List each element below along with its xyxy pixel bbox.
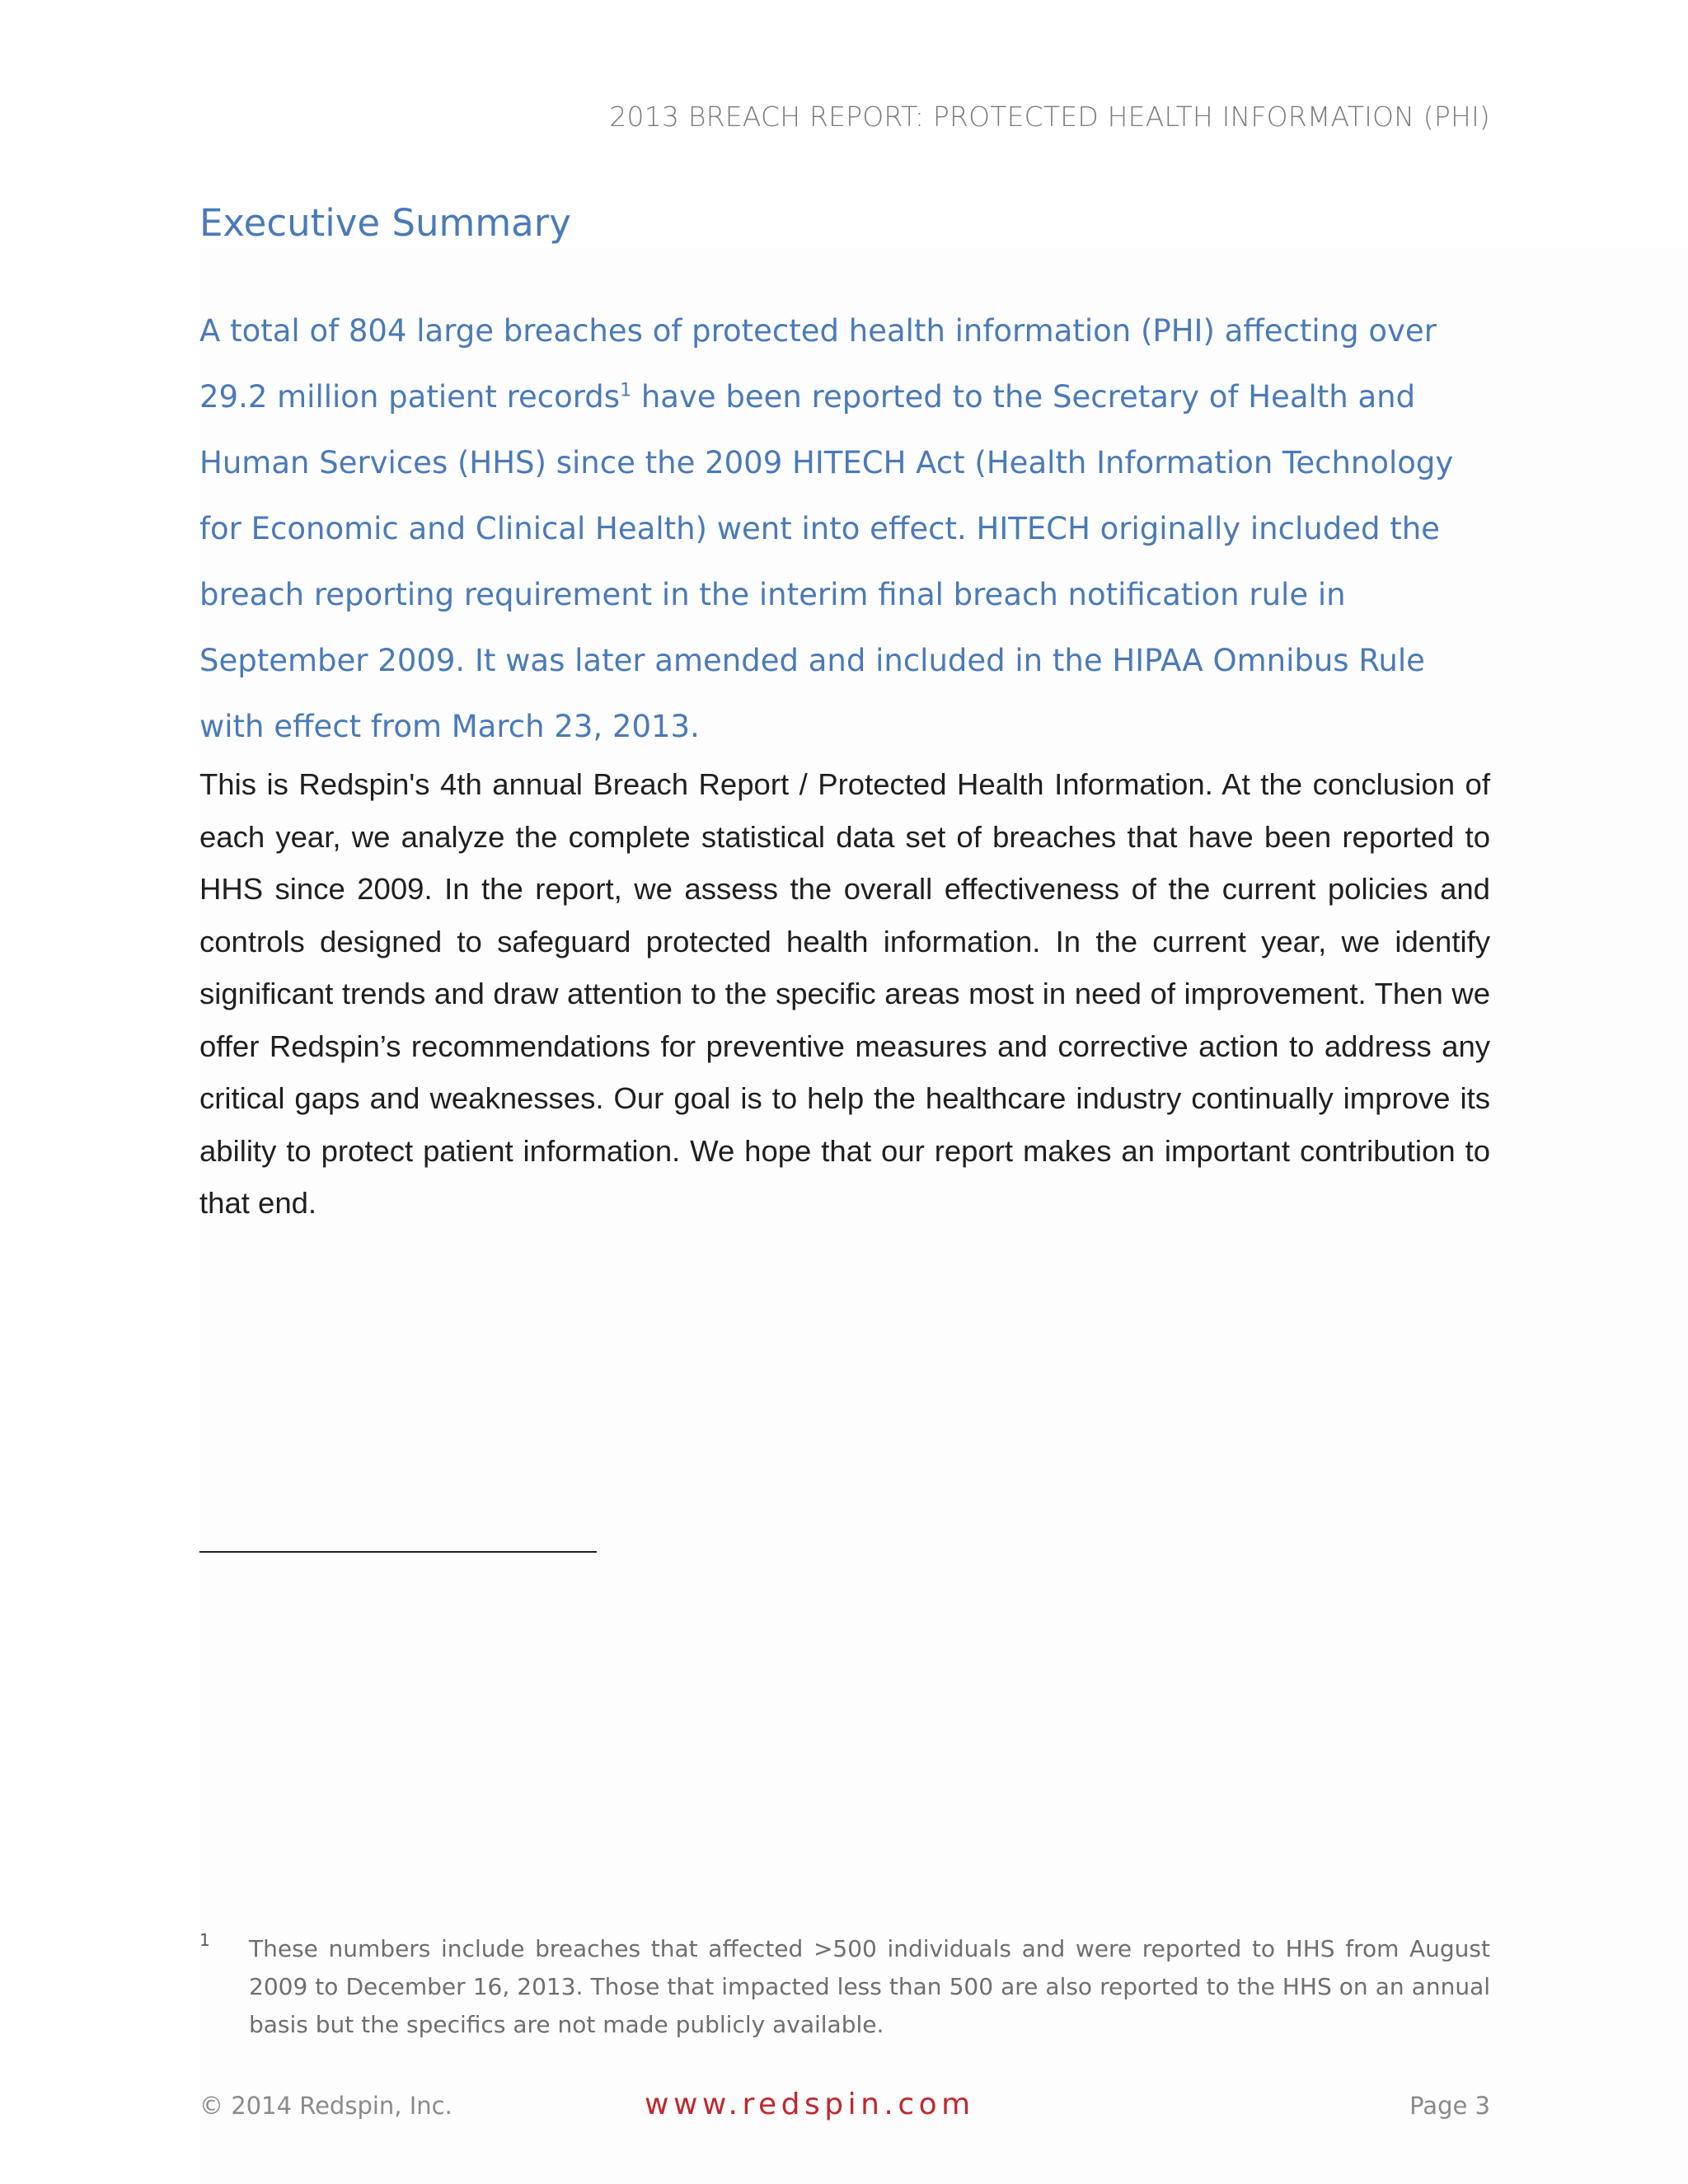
- footnote-text: These numbers include breaches that affected >500 individuals and were reported to HHS from August 2009 to December 16, 2013. Those that impacted less than 500 are also reported to the HHS on an annual basis but the specifics are not made publicly available.: [249, 1935, 1490, 2038]
- section-title: Executive Summary: [199, 201, 571, 245]
- lead-text-end: have been reported to the Secretary of Health and Human Services (HHS) since the 2009 HITECH Act (Health Information Technology for Economic and Clinical Health) went into effect. HITECH originally included the breach reporting requirement in the interim final breach notification rule in September 2009. It was later amended and included in the HIPAA Omnibus Rule with effect from March 23, 2013.: [199, 379, 1454, 744]
- lead-text-start: A total of 804 large breaches of protected health information (PHI) affecting over 29.2 million patient records: [199, 313, 1437, 415]
- footer-copyright: © 2014 Redspin, Inc.: [199, 2092, 452, 2120]
- footnote-separator: [199, 1551, 597, 1553]
- footer-page-number: Page 3: [1409, 2092, 1490, 2120]
- body-paragraph: This is Redspin's 4th annual Breach Report / Protected Health Information. At the conclusion of each year, we analyze the complete statistical data set of breaches that have been reported to HHS since 2009. In the report, we assess the overall effectiveness of the current policies and controls designed to safeguard protected health information. In the current year, we identify significant trends and draw attention to the specific areas most in need of improvement. Then we offer Redspin’s recommendations for preventive measures and corrective action to address any critical gaps and weaknesses. Our goal is to help the healthcare industry continually improve its ability to protect patient information. We hope that our report makes an important contribution to that end.: [199, 767, 1490, 1220]
- footer-website-link[interactable]: www.redspin.com: [645, 2088, 975, 2121]
- running-header: 2013 BREACH REPORT: PROTECTED HEALTH INFORMATION (PHI): [609, 101, 1490, 133]
- footnote-reference[interactable]: 1: [620, 380, 632, 401]
- lead-paragraph: [199, 298, 1493, 760]
- footnote-marker: 1: [199, 1930, 210, 1950]
